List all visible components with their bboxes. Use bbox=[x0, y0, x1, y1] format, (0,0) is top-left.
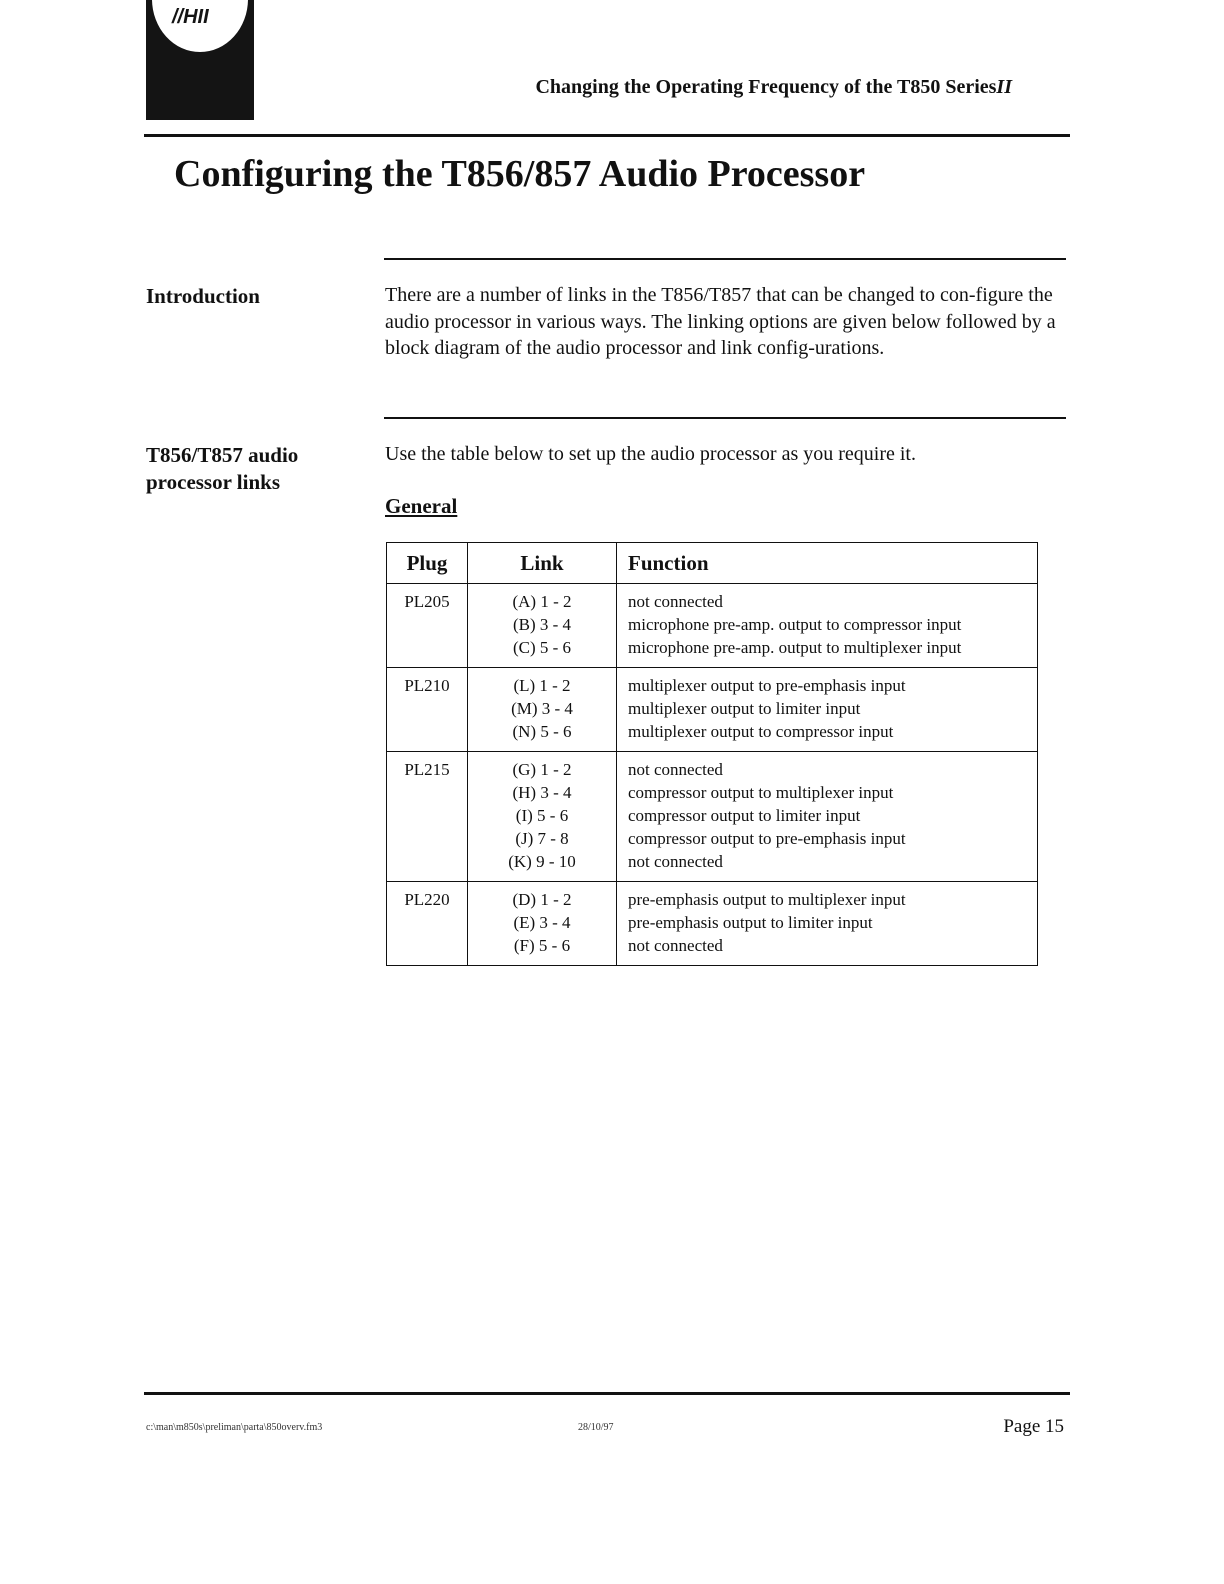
link-entry: (L) 1 - 2 bbox=[513, 676, 571, 695]
cell-plug: PL220 bbox=[387, 882, 468, 966]
function-entry: compressor output to limiter input bbox=[628, 806, 861, 825]
table-row bbox=[387, 668, 1038, 752]
header-link: Link bbox=[468, 543, 617, 584]
function-entry: pre-emphasis output to multiplexer input bbox=[628, 890, 906, 909]
table-row bbox=[387, 584, 1038, 668]
links-intro-text: Use the table below to set up the audio processor as you require it. bbox=[385, 443, 916, 465]
function-entry: microphone pre-amp. output to multiplexer input bbox=[628, 638, 962, 657]
link-entry: (M) 3 - 4 bbox=[511, 699, 573, 718]
link-entry: (K) 9 - 10 bbox=[508, 852, 576, 871]
table-row bbox=[387, 882, 1038, 966]
page-number: Page 15 bbox=[1003, 1416, 1064, 1437]
cell-functions bbox=[617, 752, 1038, 882]
table-body bbox=[387, 584, 1038, 966]
section-rule-links bbox=[384, 417, 1066, 419]
function-entry: microphone pre-amp. output to compressor input bbox=[628, 615, 962, 634]
audio-processor-links-table bbox=[386, 542, 1038, 966]
header-function: Function bbox=[617, 543, 1038, 584]
cell-functions bbox=[617, 882, 1038, 966]
section-heading-introduction: Introduction bbox=[146, 284, 260, 308]
header-rule bbox=[144, 134, 1070, 137]
footer-rule bbox=[144, 1392, 1070, 1395]
link-entry: (B) 3 - 4 bbox=[512, 615, 572, 634]
section-heading-links bbox=[146, 442, 298, 496]
running-head-text: Changing the Operating Frequency of the T850 Series bbox=[535, 76, 997, 98]
cell-links bbox=[468, 584, 617, 668]
introduction-body bbox=[385, 282, 1069, 362]
function-entry: not connected bbox=[628, 852, 723, 871]
function-entry: not connected bbox=[628, 760, 723, 779]
page-title: Configuring the T856/857 Audio Processor bbox=[174, 153, 866, 195]
link-entry: (G) 1 - 2 bbox=[512, 760, 572, 779]
running-head bbox=[535, 76, 1012, 99]
footer-date: 28/10/97 bbox=[578, 1422, 614, 1433]
table-header-row bbox=[387, 543, 1038, 584]
link-entry: (E) 3 - 4 bbox=[513, 913, 571, 932]
introduction-paragraph: There are a number of links in the T856/T857 that can be changed to con-figure the audio processor in various ways. The linking options are given below followed by a block diagram of the audio processor and link config-urations. bbox=[385, 284, 1056, 359]
cell-links bbox=[468, 752, 617, 882]
company-logo bbox=[146, 0, 254, 120]
link-entry: (H) 3 - 4 bbox=[512, 783, 572, 802]
link-entry: (D) 1 - 2 bbox=[512, 890, 572, 909]
function-entry: compressor output to pre-emphasis input bbox=[628, 829, 906, 848]
function-entry: pre-emphasis output to limiter input bbox=[628, 913, 873, 932]
cell-functions bbox=[617, 668, 1038, 752]
link-entry: (J) 7 - 8 bbox=[515, 829, 569, 848]
section-heading-links-line1: T856/T857 audio bbox=[146, 443, 299, 467]
function-entry: multiplexer output to pre-emphasis input bbox=[628, 676, 906, 695]
subheading-general: General bbox=[385, 494, 458, 518]
running-head-suffix: II bbox=[996, 76, 1012, 98]
function-entry: multiplexer output to compressor input bbox=[628, 722, 894, 741]
link-entry: (A) 1 - 2 bbox=[512, 592, 572, 611]
link-entry: (C) 5 - 6 bbox=[512, 638, 572, 657]
function-entry: not connected bbox=[628, 936, 723, 955]
function-entry: not connected bbox=[628, 592, 723, 611]
section-rule-introduction bbox=[384, 258, 1066, 260]
link-entry: (F) 5 - 6 bbox=[513, 936, 571, 955]
link-entry: (N) 5 - 6 bbox=[512, 722, 572, 741]
cell-plug: PL210 bbox=[387, 668, 468, 752]
logo-text: //HII bbox=[172, 6, 209, 28]
cell-links bbox=[468, 882, 617, 966]
link-entry: (I) 5 - 6 bbox=[515, 806, 569, 825]
cell-functions bbox=[617, 584, 1038, 668]
function-entry: compressor output to multiplexer input bbox=[628, 783, 894, 802]
cell-links bbox=[468, 668, 617, 752]
section-heading-links-line2: processor links bbox=[146, 470, 280, 494]
cell-plug: PL215 bbox=[387, 752, 468, 882]
header-plug: Plug bbox=[387, 543, 468, 584]
function-entry: multiplexer output to limiter input bbox=[628, 699, 861, 718]
footer-file-path: c:\man\m850s\preliman\parta\850overv.fm3 bbox=[146, 1422, 323, 1433]
table-row bbox=[387, 752, 1038, 882]
cell-plug: PL205 bbox=[387, 584, 468, 668]
